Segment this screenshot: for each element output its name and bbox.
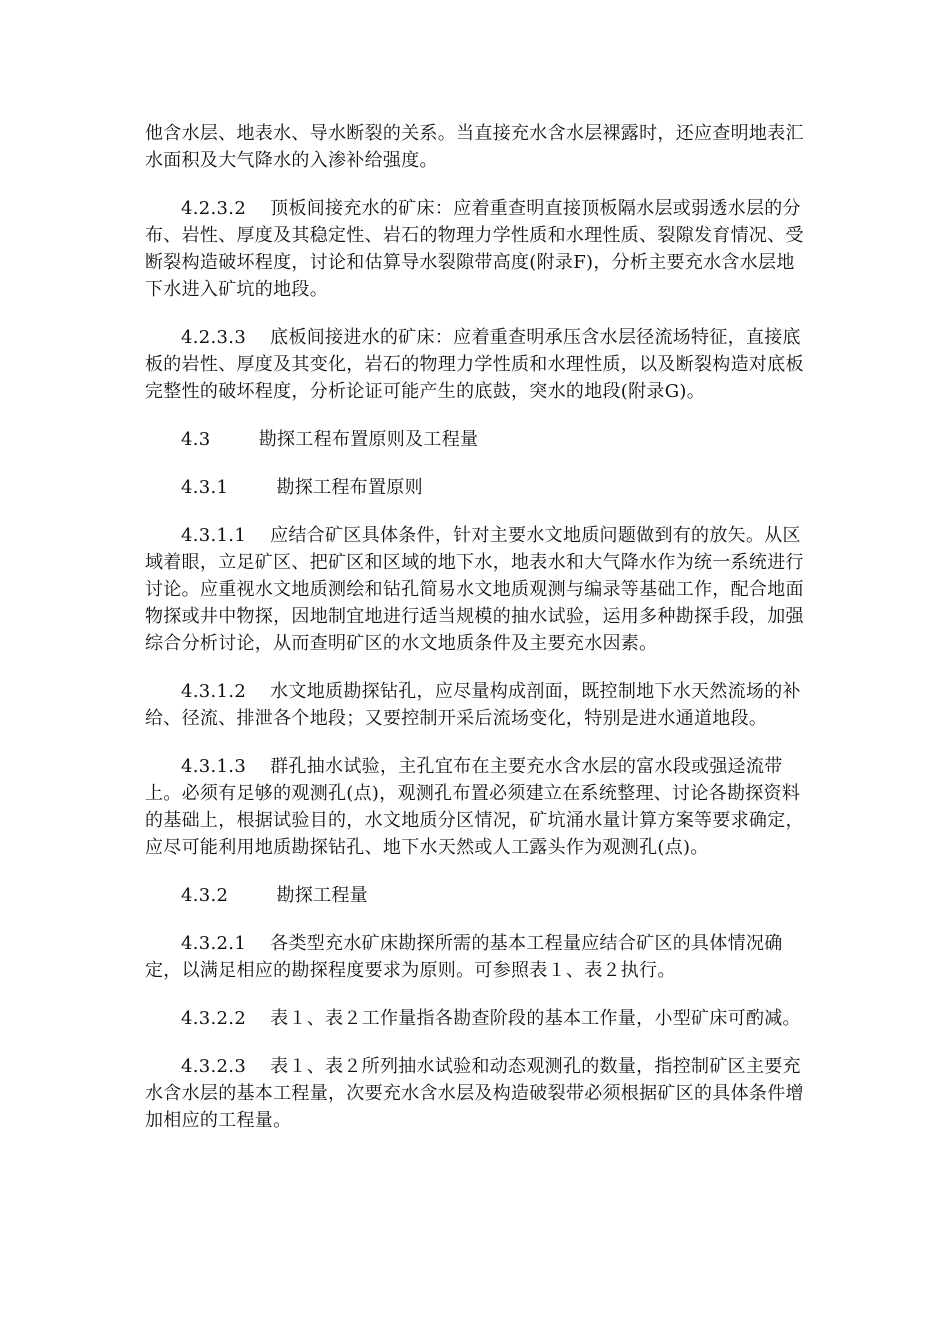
paragraph-4-3-1-1: 4.3.1.1 应结合矿区具体条件，针对主要水文地质问题做到有的放矢。从区域着眼，立足矿区、把矿区和区域的地下水，地表水和大气降水作为统一系统进行讨论。应重视水文地质测绘和钻孔简易水文地质观测与编录等基础工作，配合地面物探或井中物探，因地制宜地进行适当规模的抽水试验，运用多种勘探手段，加强综合分析讨论，从而查明矿区的水文地质条件及主要充水因素。 — [145, 525, 804, 654]
paragraph-4-3-2-3: 4.3.2.3 表１、表２所列抽水试验和动态观测孔的数量，指控制矿区主要充水含水层的基本工程量，次要充水含水层及构造破裂带必须根据矿区的具体条件增加相应的工程量。 — [145, 1056, 804, 1131]
section-heading-4-3-2: 4.3.2 勘探工程量 — [181, 885, 368, 906]
paragraph-continuation: 他含水层、地表水、导水断裂的关系。当直接充水含水层裸露时，还应查明地表汇水面积及大气降水的入渗补给强度。 — [145, 123, 804, 171]
paragraph-4-3-1-2: 4.3.1.2 水文地质勘探钻孔，应尽量构成剖面，既控制地下水天然流场的补给、径流、排泄各个地段；又要控制开采后流场变化，特别是进水通道地段。 — [145, 681, 801, 729]
paragraph-4-3-1-3: 4.3.1.3 群孔抽水试验，主孔宜布在主要充水含水层的富水段或强迳流带上。必须有足够的观测孔(点)，观测孔布置必须建立在系统整理、讨论各勘探资料的基础上，根据试验目的，水文地质分区情况，矿坑涌水量计算方案等要求确定，应尽可能利用地质勘探钻孔、地下水天然或人工露头作为观测孔(点)。 — [145, 756, 804, 858]
document-body — [145, 120, 810, 1155]
section-heading-4-3-1: 4.3.1 勘探工程布置原则 — [181, 477, 423, 498]
section-heading-4-3: 4.3 勘探工程布置原则及工程量 — [181, 429, 479, 450]
paragraph-4-3-2-2: 4.3.2.2 表１、表２工作量指各勘查阶段的基本工作量，小型矿床可酌减。 — [181, 1008, 801, 1029]
paragraph-4-3-2-1: 4.3.2.1 各类型充水矿床勘探所需的基本工程量应结合矿区的具体情况确定，以满足相应的勘探程度要求为原则。可参照表１、表２执行。 — [145, 933, 783, 981]
paragraph-4-2-3-2: 4.2.3.2 顶板间接充水的矿床：应着重查明直接顶板隔水层或弱透水层的分布、岩性、厚度及其稳定性、岩石的物理力学性质和水理性质、裂隙发育情况、受断裂构造破坏程度，讨论和估算导水裂隙带高度(附录F)，分析主要充水含水层地下水进入矿坑的地段。 — [145, 198, 804, 300]
paragraph-4-2-3-3: 4.2.3.3 底板间接进水的矿床：应着重查明承压含水层径流场特征，直接底板的岩性、厚度及其变化，岩石的物理力学性质和水理性质，以及断裂构造对底板完整性的破坏程度，分析论证可能产生的底鼓，突水的地段(附录G)。 — [145, 327, 804, 402]
